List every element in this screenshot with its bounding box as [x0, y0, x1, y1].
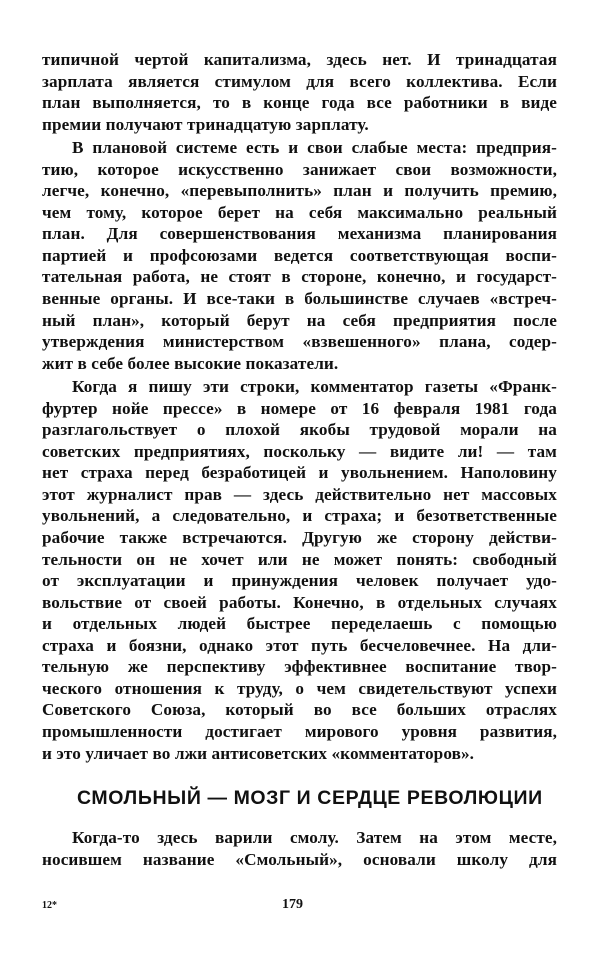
text-line: легче, конечно, «перевыполнить» план и получить премию,	[42, 181, 557, 201]
paragraph	[42, 49, 557, 135]
text-line: Когда я пишу эти строки, комментатор газеты «Франк-	[72, 377, 557, 397]
text-line: премии получают тринадцатую зарплату.	[42, 114, 369, 134]
text-line: от эксплуатации и принуждения человек получает удо-	[42, 571, 557, 591]
text-line: и это уличает во лжи антисоветских «комментаторов».	[42, 743, 475, 763]
text-line: тательная работа, не стоят в стороне, конечно, и государст-	[42, 267, 557, 287]
text-line: ный план», который берут на себя предприятия после	[42, 310, 557, 330]
text-line: партией и профсоюзами ведется соответствующая воспи-	[42, 245, 557, 265]
paragraph	[42, 376, 557, 764]
page-number: 179	[282, 897, 303, 912]
section-heading: СМОЛЬНЫЙ — МОЗГ И СЕРДЦЕ РЕВОЛЮЦИИ	[77, 787, 543, 809]
text-line: этот журналист прав — здесь действительно нет массовых	[42, 484, 557, 504]
text-line: тельную же перспективу эффективнее воспитание твор-	[42, 657, 557, 677]
text-line: типичной чертой капитализма, здесь нет. И тринадцатая	[42, 50, 557, 69]
text-line: разглагольствует о плохой якобы трудовой морали на	[42, 420, 557, 440]
text-line: вольствие от своей работы. Конечно, в отдельных случаях	[42, 592, 557, 612]
text-line: нет страха перед безработицей и увольнением. Наполовину	[42, 463, 557, 483]
section-paragraph	[42, 827, 557, 872]
text-line: Советского Союза, который во все больших отраслях	[42, 700, 557, 720]
text-line: советских предприятиях, поскольку — видите ли! — там	[42, 441, 557, 461]
text-line: план. Для совершенствования механизма планирования	[42, 224, 557, 244]
text-line: Когда-то здесь варили смолу. Затем на этом месте,	[72, 828, 557, 847]
text-line: тельности он не хочет или не может понять: свободный	[42, 549, 557, 569]
text-line: чем тому, которое берет на себя максимально реальный	[42, 202, 557, 222]
text-line: тию, которое искусственно занижает свои возможности,	[42, 159, 557, 179]
body-text	[42, 49, 557, 766]
text-line: зарплата является стимулом для всего коллектива. Если	[42, 71, 557, 91]
text-line: план выполняется, то в конце года все работники в виде	[42, 93, 557, 113]
text-line: страха и боязни, однако этот путь бесчеловечнее. На дли-	[42, 635, 557, 655]
text-line: фуртер нойе прессе» в номере от 16 февраля 1981 года	[42, 398, 557, 418]
text-line: ческого отношения к труду, о чем свидетельствуют успехи	[42, 678, 557, 698]
text-line: венные органы. И все-таки в большинстве случаев «встреч-	[42, 289, 557, 309]
text-line: рабочие также встречаются. Другую же сторону действи-	[42, 528, 557, 548]
paragraph	[42, 827, 557, 870]
paragraph	[42, 137, 557, 374]
text-line: и отдельных людей быстрее переделаешь с помощью	[42, 614, 557, 634]
text-line: носившем название «Смольный», основали школу для	[42, 849, 557, 869]
text-line: В плановой системе есть и свои слабые места: предприя-	[72, 138, 557, 158]
text-line: промышленности достигает мирового уровня развития,	[42, 721, 557, 741]
text-line: утверждения министерством «взвешенного» плана, содер-	[42, 332, 557, 352]
text-line: увольнений, а следовательно, и страха; и безответственные	[42, 506, 557, 526]
text-line: жит в себе более высокие показатели.	[42, 353, 339, 373]
printer-signature: 12*	[42, 900, 57, 911]
